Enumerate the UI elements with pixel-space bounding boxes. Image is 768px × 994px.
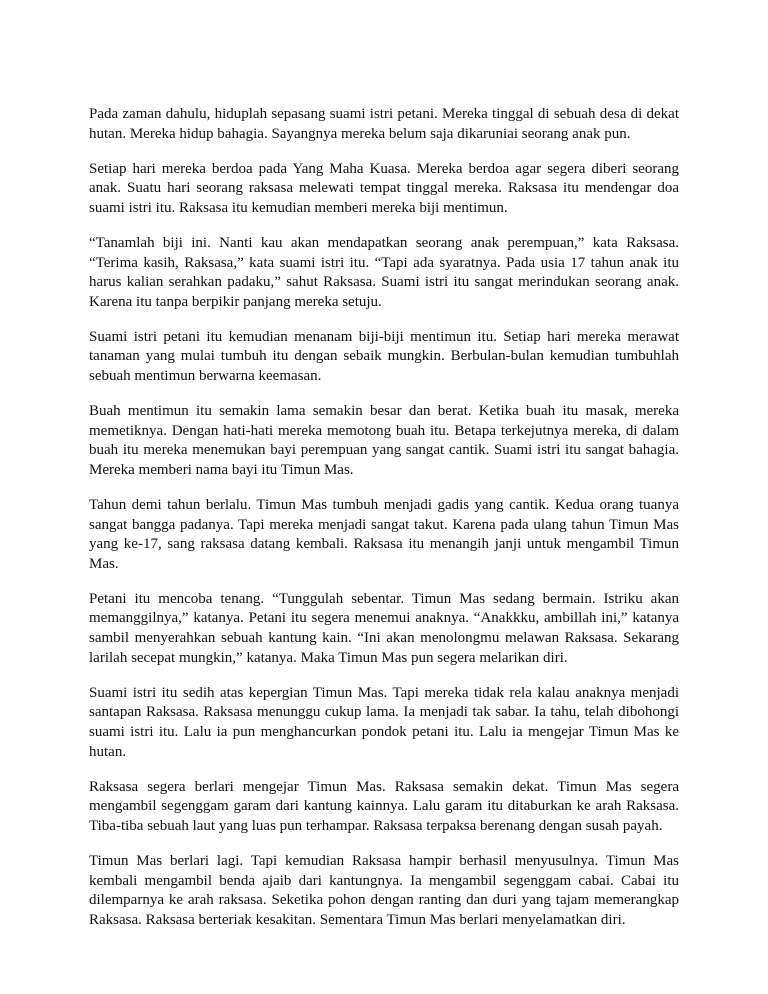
- paragraph-1: Pada zaman dahulu, hiduplah sepasang suami istri petani. Mereka tinggal di sebuah desa di dekat hutan. Mereka hidup bahagia. Sayangnya mereka belum saja dikaruniai seorang anak pun.: [89, 106, 679, 142]
- paragraph-10: Timun Mas berlari lagi. Tapi kemudian Raksasa hampir berhasil menyusulnya. Timun Mas kembali mengambil benda ajaib dari kantungnya. Ia mengambil segenggam cabai. Cabai itu dilemparnya ke arah raksasa. Seketika pohon dengan ranting dan duri yang tajam memerangkap Raksasa. Raksasa berteriak kesakitan. Sementara Timun Mas berlari menyelamatkan diri.: [89, 852, 679, 928]
- paragraph-4: Suami istri petani itu kemudian menanam biji-biji mentimun itu. Setiap hari mereka merawat tanaman yang mulai tumbuh itu dengan sebaik mungkin. Berbulan-bulan kemudian tumbuhlah sebuah mentimun berwarna keemasan.: [89, 328, 679, 385]
- story-text: [89, 105, 679, 946]
- paragraph-2: Setiap hari mereka berdoa pada Yang Maha Kuasa. Mereka berdoa agar segera diberi seorang anak. Suatu hari seorang raksasa melewati tempat tinggal mereka. Raksasa itu mendengar doa suami istri itu. Raksasa itu kemudian memberi mereka biji mentimun.: [89, 160, 679, 216]
- paragraph-8: Suami istri itu sedih atas kepergian Timun Mas. Tapi mereka tidak rela kalau anaknya menjadi santapan Raksasa. Raksasa menunggu cukup lama. Ia menjadi tak sabar. Ia tahu, telah dibohongi suami istri itu. Lalu ia pun menghancurkan pondok petani itu. Lalu ia mengejar Timun Mas ke hutan.: [89, 684, 679, 760]
- paragraph-5: Buah mentimun itu semakin lama semakin besar dan berat. Ketika buah itu masak, mereka memetiknya. Dengan hati-hati mereka memotong buah itu. Betapa terkejutnya mereka, di dalam buah itu mereka menemukan bayi perempuan yang sangat cantik. Suami istri itu sangat bahagia. Mereka memberi nama bayi itu Timun Mas.: [89, 403, 679, 478]
- paragraph-6: Tahun demi tahun berlalu. Timun Mas tumbuh menjadi gadis yang cantik. Kedua orang tuanya sangat bangga padanya. Tapi mereka menjadi sangat takut. Karena pada ulang tahun Timun Mas yang ke-17, sang raksasa datang kembali. Raksasa itu menangih janji untuk mengambil Timun Mas.: [89, 497, 679, 572]
- paragraph-3: “Tanamlah biji ini. Nanti kau akan mendapatkan seorang anak perempuan,” kata Raksasa. “Terima kasih, Raksasa,” kata suami istri itu. “Tapi ada syaratnya. Pada usia 17 tahun anak itu harus kalian serahkan padaku,” sahut Raksasa. Suami istri itu sangat merindukan seorang anak. Karena itu tanpa berpikir panjang mereka setuju.: [89, 234, 679, 310]
- paragraph-7: Petani itu mencoba tenang. “Tunggulah sebentar. Timun Mas sedang bermain. Istriku akan memanggilnya,” katanya. Petani itu segera menemui anaknya. “Anakkku, ambillah ini,” katanya sambil menyerahkan sebuah kantung kain. “Ini akan menolongmu melawan Raksasa. Sekarang larilah secepat mungkin,” katanya. Maka Timun Mas pun segera melarikan diri.: [89, 590, 679, 666]
- paragraph-9: Raksasa segera berlari mengejar Timun Mas. Raksasa semakin dekat. Timun Mas segera mengambil segenggam garam dari kantung kainnya. Lalu garam itu ditaburkan ke arah Raksasa. Tiba-tiba sebuah laut yang luas pun terhampar. Raksasa terpaksa berenang dengan susah payah.: [89, 778, 679, 834]
